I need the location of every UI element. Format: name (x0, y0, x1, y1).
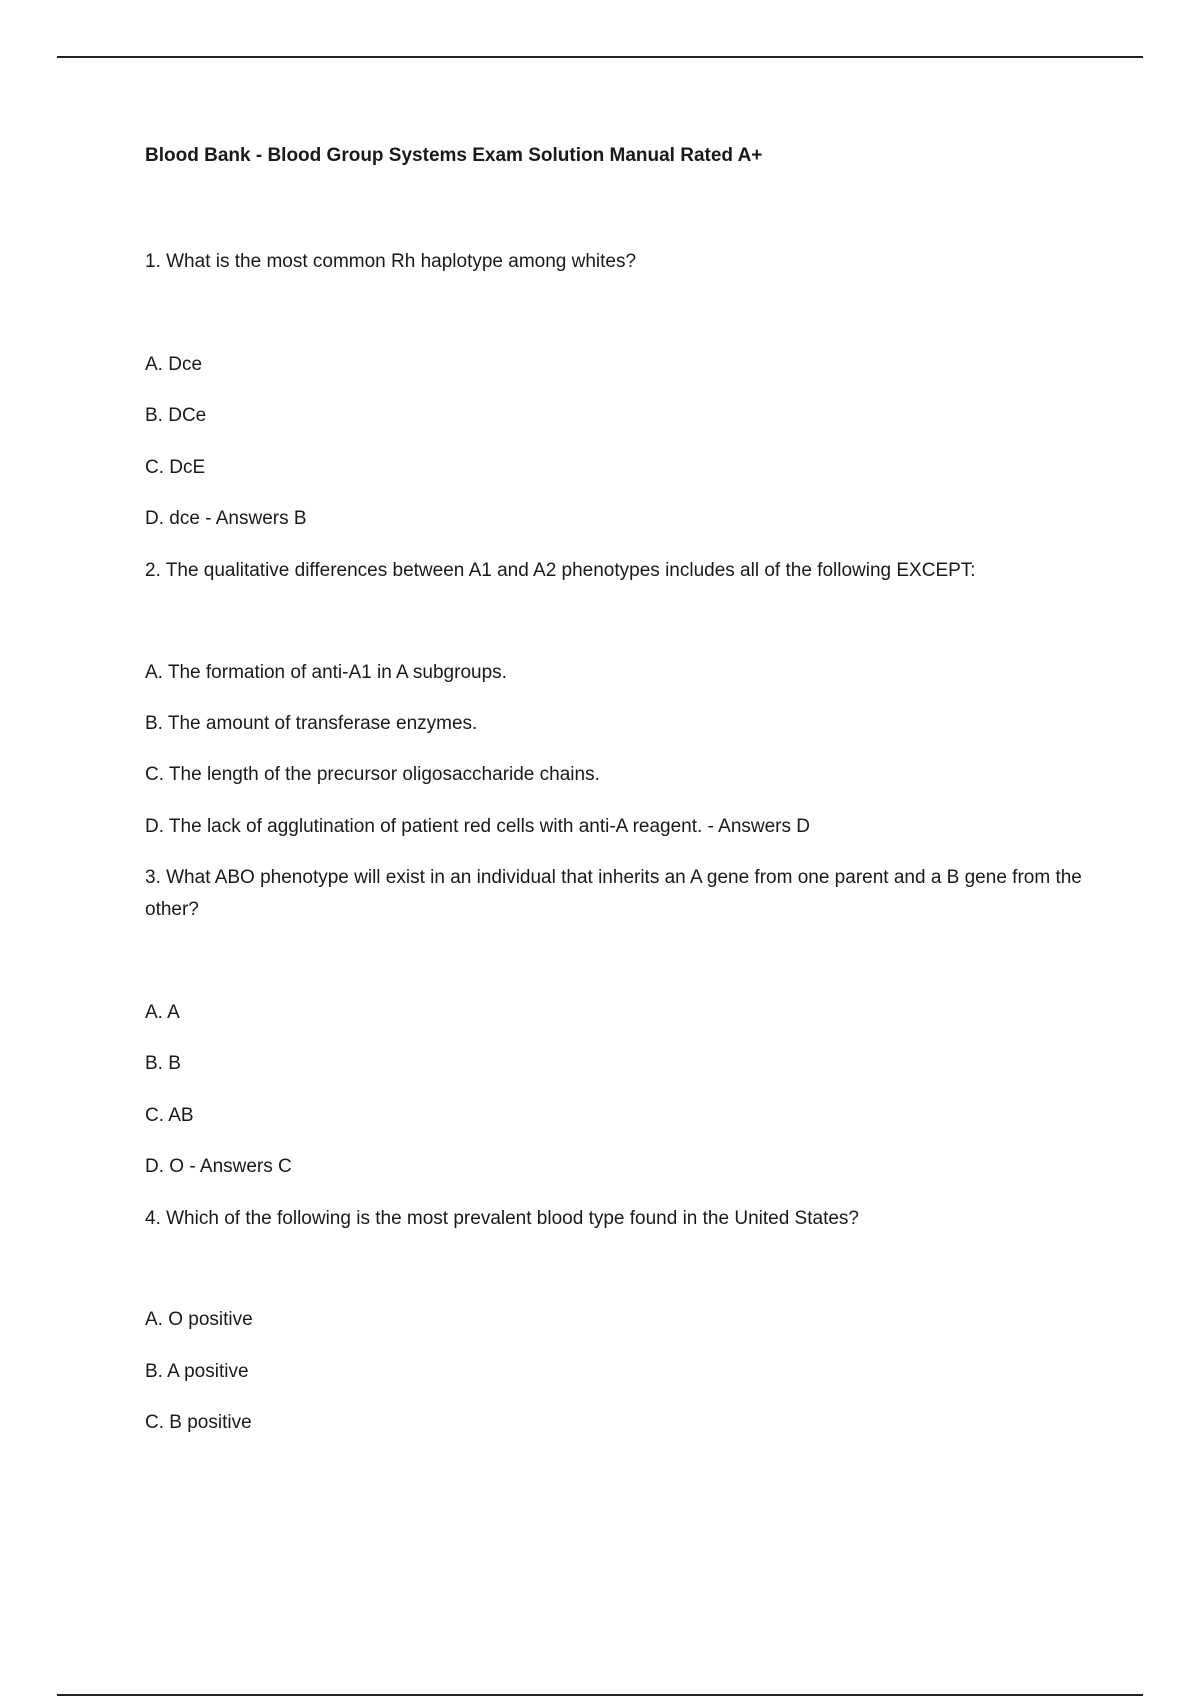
question-1-option-d: D. dce - Answers B (145, 508, 307, 529)
question-3-option-a: A. A (145, 1002, 180, 1023)
question-4-option-a: A. O positive (145, 1309, 253, 1330)
question-1-option-b: B. DCe (145, 405, 207, 426)
question-1-option-c: C. DcE (145, 457, 206, 478)
question-4-option-b: B. A positive (145, 1361, 249, 1382)
question-1: 1. What is the most common Rh haplotype among whites? (145, 251, 637, 272)
header-rule (57, 56, 1143, 58)
question-2-option-a: A. The formation of anti-A1 in A subgroups. (145, 662, 507, 683)
question-2-option-c: C. The length of the precursor oligosaccharide chains. (145, 764, 600, 785)
question-3-option-b: B. B (145, 1053, 181, 1074)
question-1-option-a: A. Dce (145, 354, 203, 375)
question-2: 2. The qualitative differences between A1 and A2 phenotypes includes all of the following EXCEPT: (145, 560, 976, 581)
question-3-option-d: D. O - Answers C (145, 1156, 292, 1177)
question-3-option-c: C. AB (145, 1105, 194, 1126)
footer-rule (57, 1694, 1143, 1696)
question-4-option-c: C. B positive (145, 1412, 252, 1433)
question-4: 4. Which of the following is the most prevalent blood type found in the United States? (145, 1208, 859, 1229)
question-2-option-b: B. The amount of transferase enzymes. (145, 713, 478, 734)
question-3: 3. What ABO phenotype will exist in an individual that inherits an A gene from one parent and a B gene from the other? (145, 867, 1082, 920)
question-2-option-d: D. The lack of agglutination of patient red cells with anti-A reagent. - Answers D (145, 816, 810, 837)
document-title: Blood Bank - Blood Group Systems Exam Solution Manual Rated A+ (145, 145, 763, 166)
